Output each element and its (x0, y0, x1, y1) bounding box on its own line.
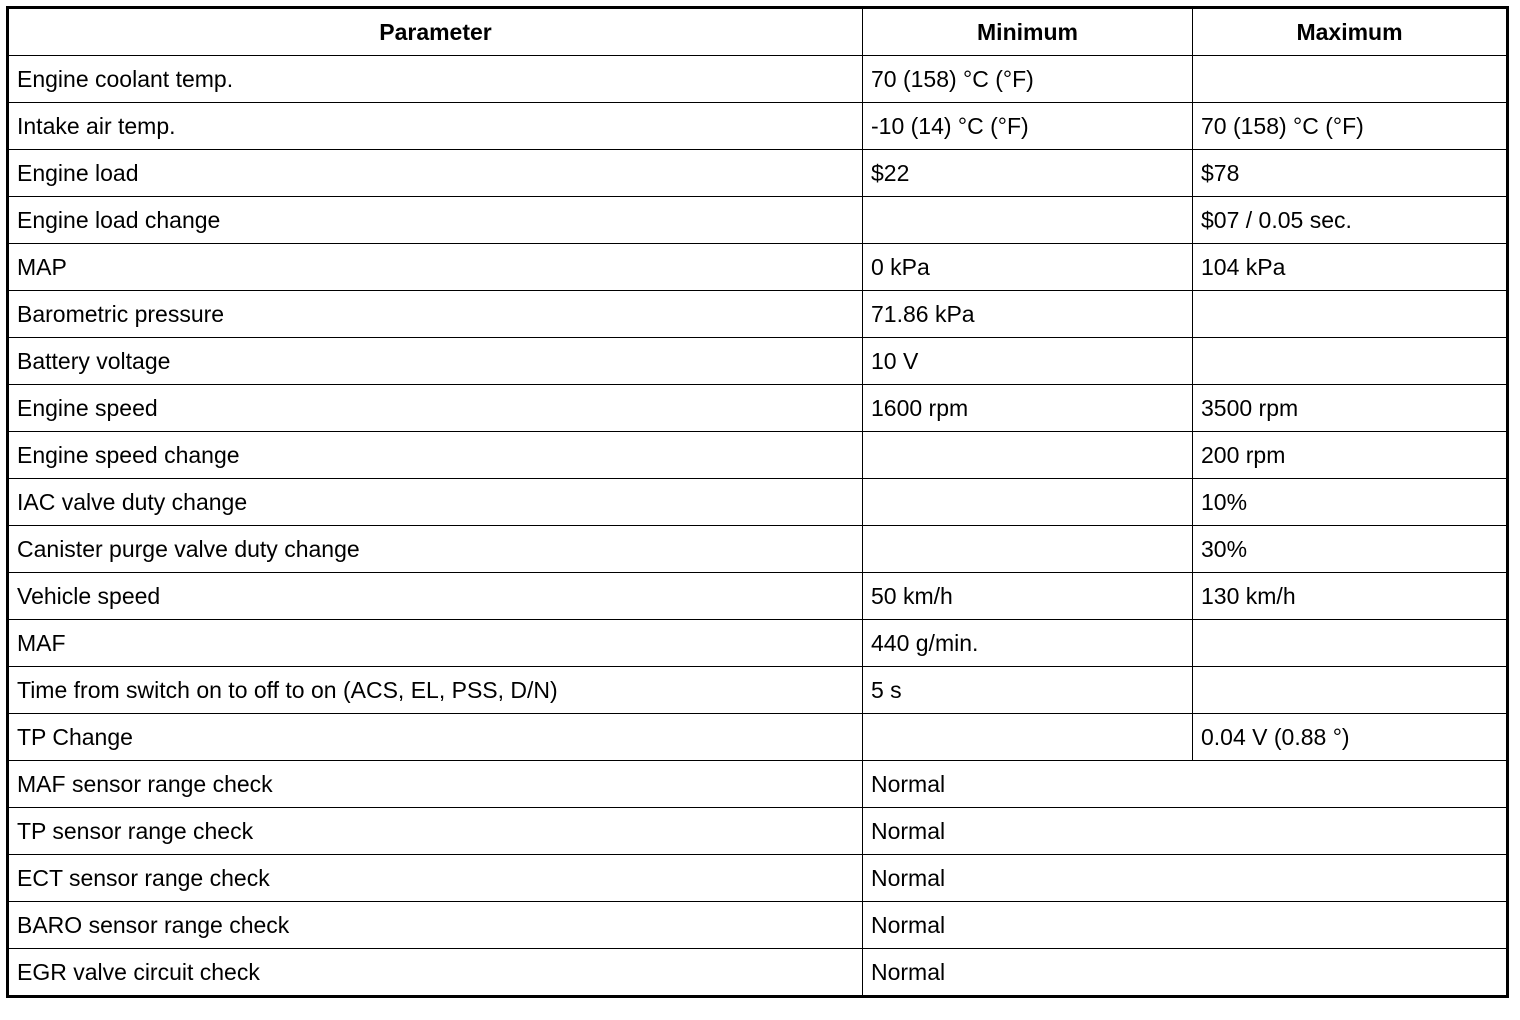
cell-minimum (863, 479, 1193, 526)
table-row (8, 949, 1508, 997)
cell-maximum: 70 (158) °C (°F) (1193, 103, 1508, 150)
table-body (8, 56, 1508, 997)
cell-minimum: $22 (863, 150, 1193, 197)
cell-parameter: EGR valve circuit check (8, 949, 863, 997)
cell-result: Normal (863, 902, 1508, 949)
cell-parameter: Engine coolant temp. (8, 56, 863, 103)
cell-parameter: Engine load change (8, 197, 863, 244)
cell-parameter: MAF sensor range check (8, 761, 863, 808)
cell-parameter: Intake air temp. (8, 103, 863, 150)
table-row (8, 667, 1508, 714)
cell-maximum (1193, 667, 1508, 714)
cell-maximum (1193, 56, 1508, 103)
header-minimum: Minimum (863, 8, 1193, 56)
cell-maximum: $78 (1193, 150, 1508, 197)
cell-maximum: 200 rpm (1193, 432, 1508, 479)
cell-parameter: Time from switch on to off to on (ACS, EL, PSS, D/N) (8, 667, 863, 714)
cell-minimum: 70 (158) °C (°F) (863, 56, 1193, 103)
table-row (8, 150, 1508, 197)
cell-maximum: 3500 rpm (1193, 385, 1508, 432)
cell-parameter: TP Change (8, 714, 863, 761)
cell-parameter: MAF (8, 620, 863, 667)
cell-minimum (863, 432, 1193, 479)
cell-minimum: 1600 rpm (863, 385, 1193, 432)
table-row (8, 56, 1508, 103)
cell-parameter: Canister purge valve duty change (8, 526, 863, 573)
cell-maximum: 130 km/h (1193, 573, 1508, 620)
cell-minimum: 440 g/min. (863, 620, 1193, 667)
table-row (8, 197, 1508, 244)
cell-minimum: 10 V (863, 338, 1193, 385)
header-maximum: Maximum (1193, 8, 1508, 56)
cell-maximum (1193, 338, 1508, 385)
cell-parameter: Battery voltage (8, 338, 863, 385)
cell-minimum: 5 s (863, 667, 1193, 714)
cell-parameter: Vehicle speed (8, 573, 863, 620)
table-row (8, 338, 1508, 385)
table-row (8, 244, 1508, 291)
cell-result: Normal (863, 949, 1508, 997)
cell-parameter: BARO sensor range check (8, 902, 863, 949)
cell-maximum (1193, 291, 1508, 338)
cell-maximum: 0.04 V (0.88 °) (1193, 714, 1508, 761)
cell-minimum: 71.86 kPa (863, 291, 1193, 338)
table-row (8, 808, 1508, 855)
table-row (8, 526, 1508, 573)
cell-parameter: Barometric pressure (8, 291, 863, 338)
cell-parameter: IAC valve duty change (8, 479, 863, 526)
cell-minimum (863, 197, 1193, 244)
table-row (8, 432, 1508, 479)
table-row (8, 291, 1508, 338)
cell-parameter: MAP (8, 244, 863, 291)
header-parameter: Parameter (8, 8, 863, 56)
cell-minimum (863, 714, 1193, 761)
cell-minimum: 50 km/h (863, 573, 1193, 620)
cell-maximum: 104 kPa (1193, 244, 1508, 291)
cell-parameter: Engine load (8, 150, 863, 197)
table-row (8, 385, 1508, 432)
table-header-row (8, 8, 1508, 56)
cell-maximum: $07 / 0.05 sec. (1193, 197, 1508, 244)
cell-parameter: Engine speed change (8, 432, 863, 479)
cell-maximum: 30% (1193, 526, 1508, 573)
table-row (8, 761, 1508, 808)
table-row (8, 103, 1508, 150)
cell-result: Normal (863, 761, 1508, 808)
cell-minimum: -10 (14) °C (°F) (863, 103, 1193, 150)
cell-maximum: 10% (1193, 479, 1508, 526)
cell-result: Normal (863, 855, 1508, 902)
cell-result: Normal (863, 808, 1508, 855)
table-row (8, 479, 1508, 526)
cell-minimum (863, 526, 1193, 573)
table-row (8, 714, 1508, 761)
cell-parameter: ECT sensor range check (8, 855, 863, 902)
table-row (8, 902, 1508, 949)
cell-parameter: Engine speed (8, 385, 863, 432)
table-row (8, 855, 1508, 902)
cell-maximum (1193, 620, 1508, 667)
cell-parameter: TP sensor range check (8, 808, 863, 855)
parameter-table (6, 6, 1509, 998)
table-row (8, 620, 1508, 667)
table-row (8, 573, 1508, 620)
cell-minimum: 0 kPa (863, 244, 1193, 291)
